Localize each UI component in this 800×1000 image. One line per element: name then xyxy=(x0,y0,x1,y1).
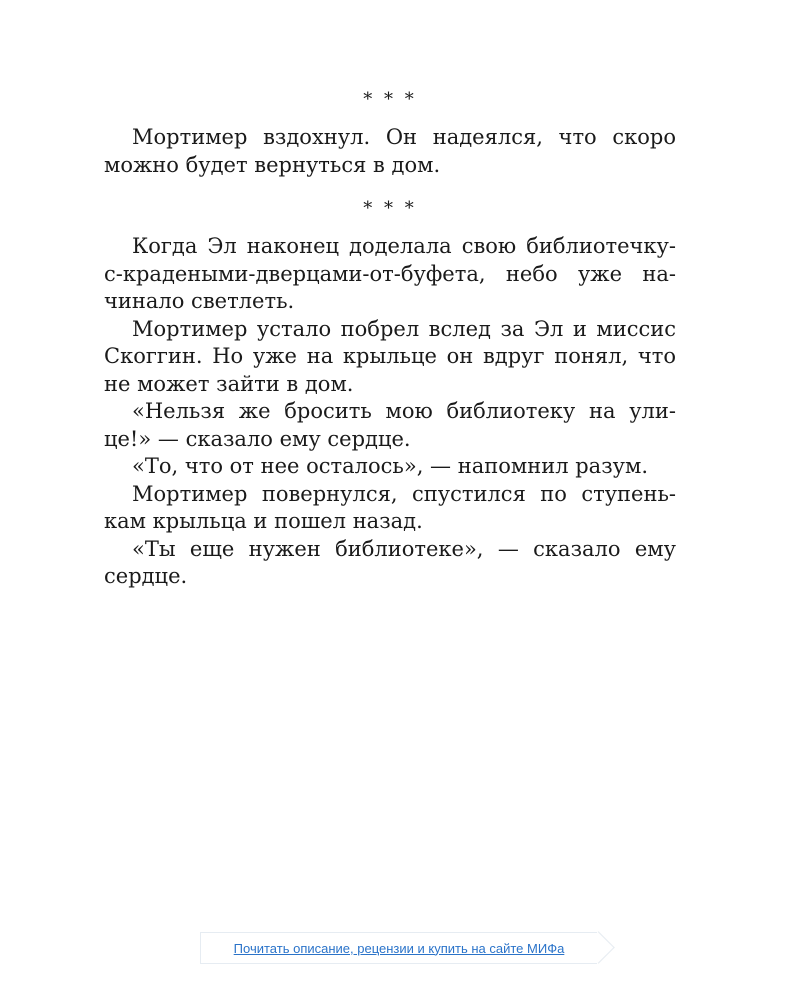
text-line: «Нельзя же бросить мою библиотеку на ули- xyxy=(132,399,676,423)
text-line: сердце. xyxy=(104,564,188,588)
text-line: чинало светлеть. xyxy=(104,289,295,313)
section-separator: * * * xyxy=(363,89,417,110)
paragraph xyxy=(104,316,676,399)
text-line: Мортимер вздохнул. Он надеялся, что скоро xyxy=(132,125,676,149)
paragraph xyxy=(104,233,676,316)
text-line: с-крадеными-дверцами-от-буфета, небо уже на- xyxy=(104,261,676,286)
text-line: не может зайти в дом. xyxy=(104,371,354,396)
book-page xyxy=(104,86,676,591)
footer-link-banner xyxy=(200,932,597,964)
paragraph xyxy=(104,536,676,591)
paragraph xyxy=(104,398,676,453)
text-line: Когда Эл наконец доделала свою библиотечку- xyxy=(132,234,676,258)
section-separator: * * * xyxy=(363,198,417,219)
text-line: кам крыльца и пошел назад. xyxy=(104,509,423,533)
text-line: це!» — сказало ему сердце. xyxy=(104,426,411,451)
text-line: Мортимер устало побрел вслед за Эл и миссис xyxy=(132,316,676,341)
publisher-site-link[interactable]: Почитать описание, рецензии и купить на сайте МИФа xyxy=(233,940,565,956)
paragraph xyxy=(104,453,676,481)
text-line: Скоггин. Но уже на крыльце он вдруг понял, что xyxy=(104,344,676,368)
text-line: можно будет вернуться в дом. xyxy=(104,152,441,177)
text-line: «Ты еще нужен библиотеке», — сказало ему xyxy=(132,536,676,561)
paragraph xyxy=(104,481,676,536)
paragraph xyxy=(104,124,676,179)
text-line: «То, что от нее осталось», — напомнил разум. xyxy=(132,454,649,478)
text-line: Мортимер повернулся, спустился по ступень- xyxy=(132,481,676,506)
